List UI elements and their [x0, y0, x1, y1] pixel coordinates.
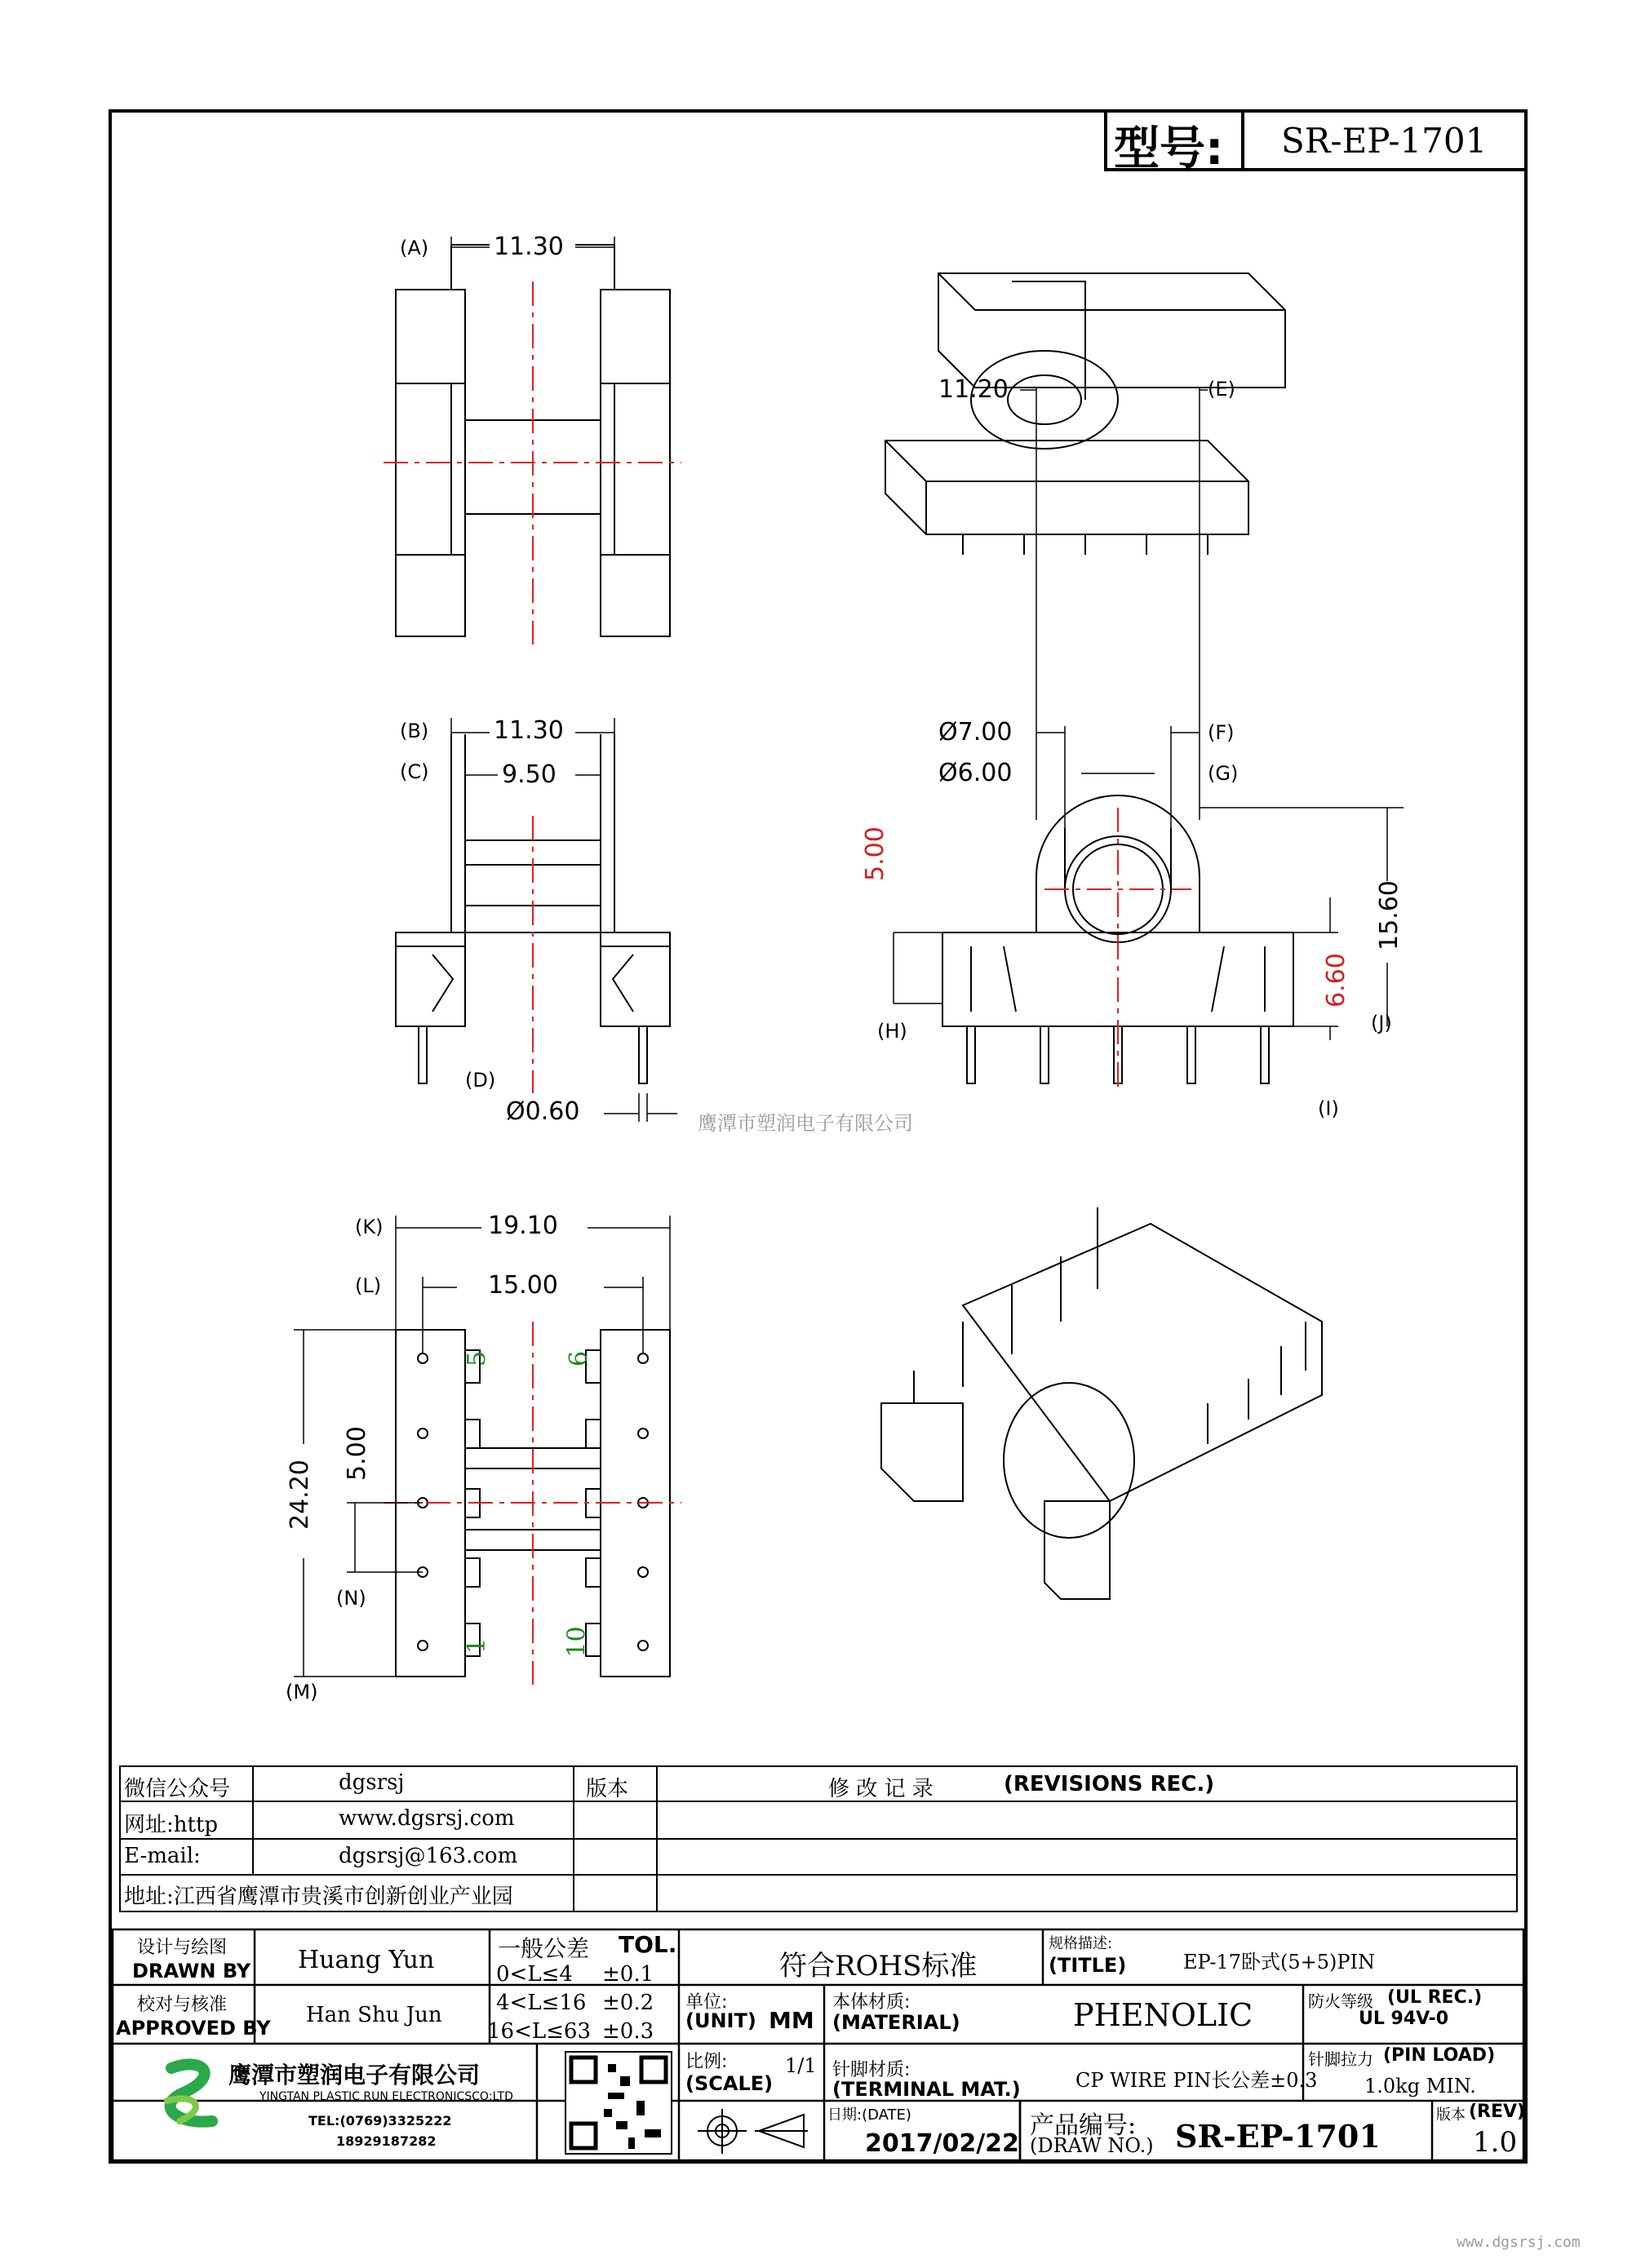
- scale-cn: 比例:: [685, 2052, 728, 2072]
- dim-side-outer: 11.30: [494, 716, 564, 745]
- dim-bottom-pitch: 5.00: [343, 1426, 371, 1481]
- unit-value: MM: [769, 2007, 814, 2034]
- iso-view-bottom: [881, 1207, 1322, 1599]
- qr-code: [565, 2052, 672, 2154]
- company-name-en: YINGTAN PLASTIC RUN ELECTRONICSCO;LTD: [259, 2090, 513, 2103]
- drawno-value: SR-EP-1701: [1175, 2118, 1381, 2155]
- company-tel: TEL:(0769)3325222: [308, 2113, 452, 2128]
- approver-en: APPROVED BY: [116, 2017, 271, 2040]
- drawno-cn: 产品编号:: [1030, 2111, 1137, 2140]
- label-b: (B): [400, 720, 429, 742]
- label-j: (J): [1371, 1012, 1392, 1034]
- rev-en: (REV): [1469, 2102, 1526, 2122]
- pinload-cn: 针脚拉力: [1308, 2049, 1373, 2069]
- tol-3-range: 16<L≤63: [487, 2019, 592, 2044]
- version-label: 版本: [586, 1777, 629, 1801]
- label-h: (H): [877, 1020, 907, 1043]
- unit-en: (UNIT): [685, 2009, 756, 2032]
- dim-front-156: 15.60: [1375, 880, 1404, 950]
- designer-name: Huang Yun: [298, 1946, 435, 1974]
- revisions-en: (REVISIONS REC.): [1004, 1772, 1215, 1796]
- pin-label-5: 5: [463, 1350, 492, 1367]
- tol-1-val: ±0.1: [602, 1962, 654, 1987]
- approver-name: Han Shu Jun: [306, 2003, 442, 2027]
- label-m: (M): [286, 1681, 318, 1703]
- tol-2-range: 4<L≤16: [496, 1991, 587, 2015]
- rev-value: 1.0: [1473, 2126, 1518, 2159]
- pinload-en: (PIN LOAD): [1383, 2045, 1496, 2066]
- fire-cn: 防火等级: [1308, 1991, 1373, 2011]
- dim-side-inner: 9.50: [502, 760, 557, 789]
- model-label: 型号:: [1114, 122, 1224, 175]
- label-f: (F): [1208, 721, 1235, 744]
- company-mobile: 18929187282: [336, 2133, 437, 2149]
- tol-2-val: ±0.2: [602, 1991, 654, 2015]
- address: 地址:江西省鹰潭市贵溪市创新创业产业园: [124, 1885, 513, 1909]
- pinload-value: 1.0kg MIN.: [1364, 2075, 1476, 2097]
- date-value: 2017/02/22: [865, 2129, 1019, 2158]
- watermark: 鹰潭市塑润电子有限公司: [698, 1112, 913, 1135]
- tol-en: TOL.: [619, 1931, 677, 1958]
- label-n: (N): [336, 1587, 366, 1610]
- web-label: 网址:http: [124, 1813, 219, 1837]
- terminal-cn: 针脚材质:: [832, 2060, 911, 2080]
- tol-cn: 一般公差: [498, 1935, 590, 1962]
- pin-label-1: 1: [463, 1637, 492, 1654]
- designer-en: DRAWN BY: [132, 1960, 251, 1982]
- material-en: (MATERIAL): [832, 2011, 960, 2034]
- spec-en: (TITLE): [1049, 1954, 1127, 1977]
- drawno-en: (DRAW NO.): [1030, 2134, 1154, 2157]
- label-l: (L): [355, 1274, 382, 1297]
- dim-front-od: Ø7.00: [938, 718, 1013, 746]
- label-i: (I): [1318, 1097, 1339, 1120]
- scale-value: 1/1: [785, 2054, 817, 2077]
- wechat-label: 微信公众号: [124, 1777, 231, 1801]
- date-cn: 日期:(DATE): [827, 2106, 911, 2124]
- dim-top-width: 11.30: [494, 233, 564, 261]
- label-g: (G): [1208, 762, 1239, 785]
- label-d: (D): [465, 1069, 496, 1092]
- projection-symbol: [698, 2109, 808, 2154]
- dim-bottom-rows: 15.00: [488, 1271, 558, 1300]
- terminal-en: (TERMINAL MAT.): [832, 2078, 1021, 2101]
- approver-cn: 校对与核准: [137, 1995, 228, 2015]
- model-number: SR-EP-1701: [1281, 121, 1488, 161]
- label-c: (C): [400, 760, 429, 783]
- fire-value: UL 94V-0: [1359, 2009, 1449, 2029]
- fire-en: (UL REC.): [1387, 1987, 1483, 2008]
- rohs-note: 符合ROHS标准: [779, 1950, 978, 1982]
- footer-url[interactable]: www.dgsrsj.com: [1457, 2234, 1581, 2251]
- dim-front-id: Ø6.00: [938, 759, 1013, 787]
- dim-front-width: 11.20: [938, 375, 1009, 404]
- label-a: (A): [400, 237, 429, 259]
- dim-bottom-length: 24.20: [286, 1460, 314, 1530]
- tol-1-range: 0<L≤4: [496, 1962, 573, 1987]
- wechat-value: dgsrsj: [339, 1770, 405, 1795]
- designer-cn: 设计与绘图: [137, 1938, 228, 1958]
- material-cn: 本体材质:: [832, 1992, 911, 2013]
- web-value[interactable]: www.dgsrsj.com: [339, 1806, 515, 1831]
- company-name-cn: 鹰潭市塑润电子有限公司: [228, 2062, 481, 2089]
- revisions-cn: 修 改 记 录: [828, 1777, 934, 1801]
- outer-frame: [110, 111, 1526, 2162]
- dim-front-5: 5.00: [861, 826, 889, 881]
- rev-cn: 版本: [1436, 2106, 1466, 2124]
- pin-label-10: 10: [562, 1626, 592, 1658]
- label-k: (K): [355, 1216, 384, 1238]
- spec-value: EP-17卧式(5+5)PIN: [1183, 1951, 1376, 1973]
- email-label: E-mail:: [124, 1844, 201, 1868]
- top-view-centerlines: [384, 281, 681, 645]
- terminal-value: CP WIRE PIN长公差±0.3: [1075, 2069, 1318, 2092]
- company-logo: [167, 2064, 212, 2121]
- dim-bottom-outer: 19.10: [488, 1212, 558, 1240]
- scale-en: (SCALE): [685, 2072, 774, 2095]
- unit-cn: 单位:: [685, 1992, 728, 2013]
- spec-cn: 规格描述:: [1049, 1935, 1113, 1952]
- label-e: (E): [1208, 378, 1235, 401]
- tol-3-val: ±0.3: [602, 2019, 654, 2044]
- dim-front-66: 6.60: [1322, 953, 1350, 1008]
- pin-label-6: 6: [565, 1350, 594, 1367]
- material-value: PHENOLIC: [1073, 1997, 1253, 2033]
- dim-pin-diameter: Ø0.60: [506, 1097, 580, 1126]
- email-value[interactable]: dgsrsj@163.com: [339, 1844, 518, 1868]
- dimension-lines: [294, 237, 1404, 1677]
- iso-view-top: [885, 273, 1285, 555]
